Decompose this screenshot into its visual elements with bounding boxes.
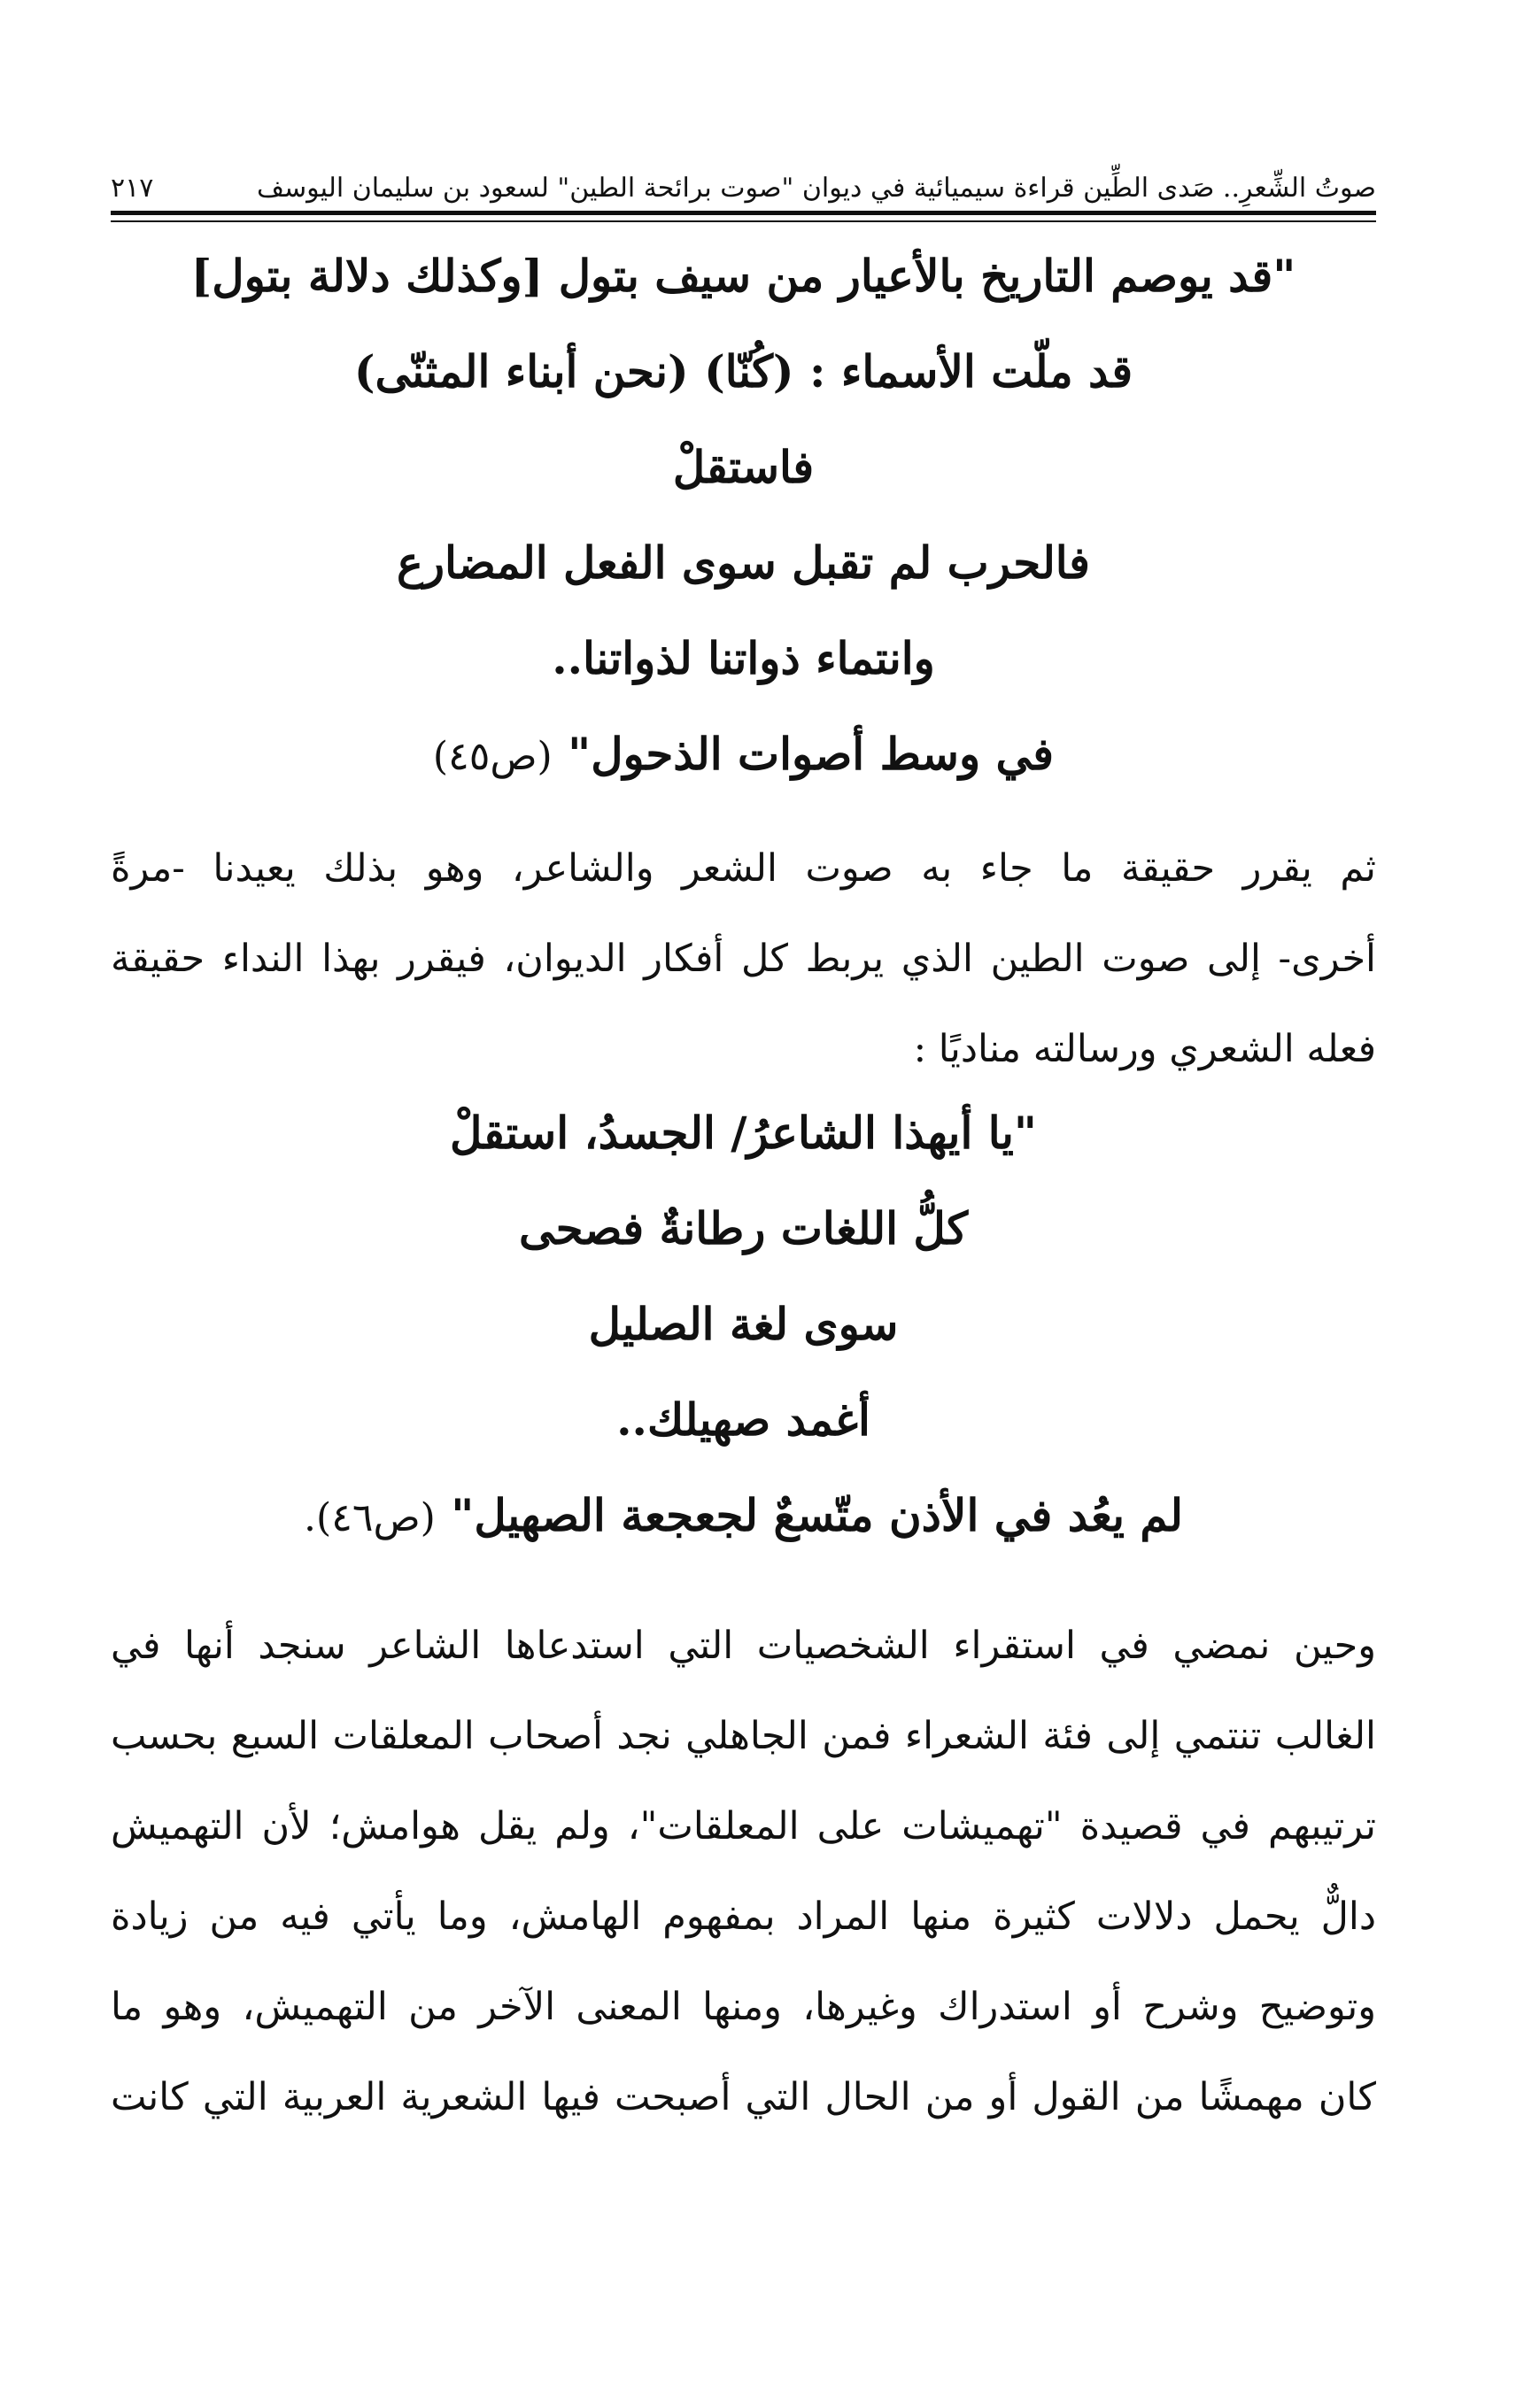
poem1-line-3: فاستقلْ: [672, 441, 815, 493]
poem2-line-5: [111, 1489, 1376, 1541]
poem2-reference: (ص٤٦).: [304, 1495, 436, 1540]
poem2-line-1: "يا أيهذا الشاعرُ/ الجسدُ، استقلْ: [450, 1107, 1037, 1159]
paragraph-2-line-5: وتوضيح وشرح أو استدراك وغيرها، ومنها المعنى الآخر من التهميش، وهو ما: [111, 1985, 1376, 2029]
paragraph-2-line-6: كان مهمشًا من القول أو من الحال التي أصبحت فيها الشعرية العربية التي كانت: [111, 2075, 1376, 2119]
header-rule-thin: [111, 220, 1376, 222]
poem1-reference: (ص٤٥): [432, 734, 553, 779]
paragraph-2-line-1: وحين نمضي في استقراء الشخصيات التي استدعاها الشاعر سنجد أنها في: [111, 1624, 1377, 1668]
poem2-line-2: كلُّ اللغات رطانةٌ فصحى: [518, 1202, 969, 1254]
running-title: صوتُ الشِّعرِ.. صَدى الطِّين قراءة سيميائية في ديوان "صوت برائحة الطين" لسعود بن سليمان اليوسف: [256, 173, 1376, 204]
paragraph-1-line-2: أخرى- إلى صوت الطين الذي يربط كل أفكار الديوان، فيقرر بهذا النداء حقيقة: [111, 937, 1376, 981]
paragraph-2-line-3: ترتيبهم في قصيدة "تهميشات على المعلقات"، ولم يقل هوامش؛ لأن التهميش: [111, 1804, 1376, 1848]
poem1-line-1: "قد يوصم التاريخ بالأعيار من سيف بتول [وكذلك دلالة بتول]: [190, 250, 1296, 302]
page-header: [111, 150, 1376, 204]
poem2-line-3: سوى لغة الصليل: [588, 1298, 899, 1350]
header-rule-thick: [111, 211, 1376, 215]
paragraph-1: [111, 823, 1376, 1094]
poem1-line-2: قد ملّت الأسماء : (كُنّا) (نحن أبناء المثنّى): [353, 345, 1133, 397]
paragraph-2-line-4: دالٌّ يحمل دلالات كثيرة منها المراد بمفهوم الهامش، وما يأتي فيه من زيادة: [111, 1895, 1376, 1939]
paragraph-2-line-2: الغالب تنتمي إلى فئة الشعراء فمن الجاهلي نجد أصحاب المعلقات السبع بحسب: [111, 1714, 1376, 1758]
poem1-line-4: فالحرب لم تقبل سوى الفعل المضارع: [397, 536, 1090, 589]
poem2-line-5-text: لم يعُد في الأذن متّسعٌ لجعجعة الصهيل": [451, 1489, 1183, 1541]
poem1-line-6-text: في وسط أصوات الذحول": [568, 728, 1055, 780]
paragraph-2: [111, 1601, 1376, 2142]
poem1-line-5: وانتماء ذواتنا لذواتنا..: [552, 632, 935, 684]
poem2-line-4: أغمد صهيلك..: [616, 1393, 870, 1446]
paragraph-1-line-1: ثم يقرر حقيقة ما جاء به صوت الشعر والشاعر، وهو بذلك يعيدنا -مرةً: [111, 846, 1376, 891]
paragraph-1-line-3: فعله الشعري ورسالته مناديًا :: [913, 1027, 1376, 1071]
poem1-line-6: [111, 728, 1376, 780]
page-number: ٢١٧: [111, 173, 154, 204]
